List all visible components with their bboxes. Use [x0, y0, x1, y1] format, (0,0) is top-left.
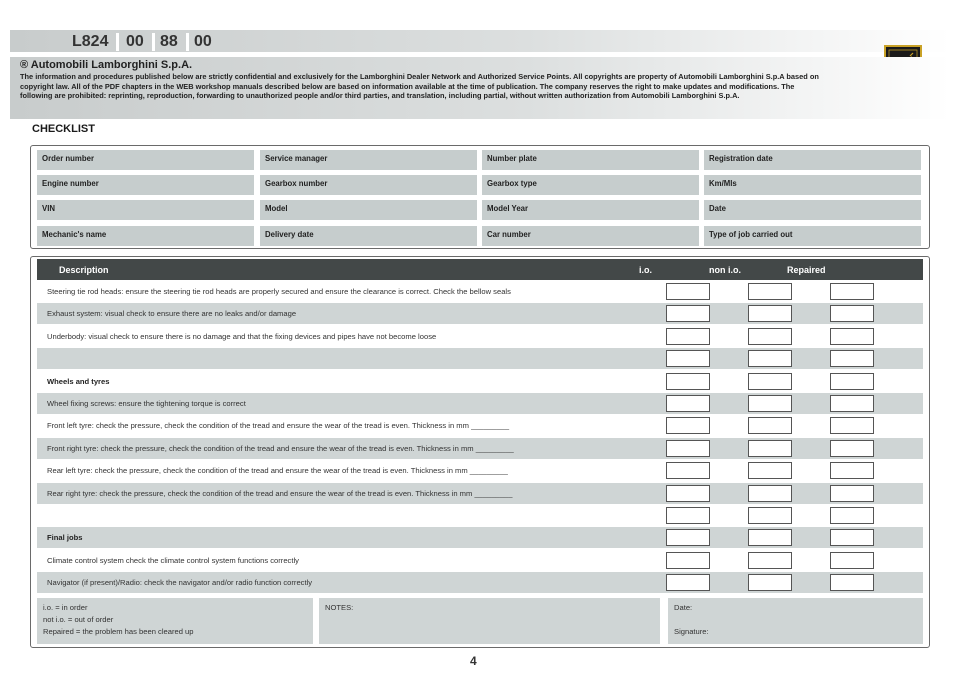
checklist-item-text: Navigator (if present)/Radio: check the navigator and/or radio function correctly	[47, 578, 313, 588]
table-row	[37, 438, 923, 459]
info-field[interactable]: Model	[260, 200, 477, 220]
checklist-item-text: Rear right tyre: check the pressure, check the condition of the tread and ensure the wear of the tread is even. Thickness in mm _________	[47, 488, 513, 498]
repaired-checkbox[interactable]	[830, 440, 874, 457]
repaired-checkbox[interactable]	[830, 305, 874, 322]
table-row	[37, 415, 923, 436]
header-io: i.o.	[639, 265, 652, 275]
io-checkbox[interactable]	[666, 305, 710, 322]
table-row	[37, 505, 923, 526]
table-row	[37, 303, 923, 324]
table-row	[37, 281, 923, 302]
info-field[interactable]: Delivery date	[260, 226, 477, 246]
io-checkbox[interactable]	[666, 350, 710, 367]
code-separator	[152, 33, 155, 51]
info-field[interactable]: Mechanic's name	[37, 226, 254, 246]
non-io-checkbox[interactable]	[748, 373, 792, 390]
repaired-checkbox[interactable]	[830, 283, 874, 300]
checklist-item-text: Rear left tyre: check the pressure, check the condition of the tread and ensure the wear of the tread is even. Thickness in mm _________	[47, 466, 508, 476]
info-field[interactable]: Type of job carried out	[704, 226, 921, 246]
checklist-item-text: Steering tie rod heads: ensure the steering tie rod heads are properly secured and ensure the clearance is correct. Check the bellow seals	[47, 287, 511, 296]
notice-text: The information and procedures published below are strictly confidential and exclusively for the Lamborghini Dealer Network and Authorized Service Points. All copyrights are property of Automobili Lamborghini S.p.A based on copyright law. All of the PDF chapters in the WEB workshop manuals described below are based on information available at the time of publication. The company reserves the right to make updates and modifications. The following are prohibited: reprinting, reproduction, forwarding to unauthorized people and/or third parties, and translation, including partial, without written authorization from Automobili Lamborghini S.p.A.	[20, 72, 819, 101]
repaired-checkbox[interactable]	[830, 574, 874, 591]
header-description: Description	[59, 265, 109, 275]
repaired-checkbox[interactable]	[830, 552, 874, 569]
table-row	[37, 527, 923, 548]
checklist-item-text: Front right tyre: check the pressure, check the condition of the tread and ensure the wear of the tread is even. Thickness in mm _________	[47, 443, 514, 453]
io-checkbox[interactable]	[666, 574, 710, 591]
header-non-io: non i.o.	[709, 265, 741, 275]
table-row	[37, 550, 923, 571]
non-io-checkbox[interactable]	[748, 305, 792, 322]
table-row	[37, 326, 923, 347]
non-io-checkbox[interactable]	[748, 529, 792, 546]
info-field[interactable]: Registration date	[704, 150, 921, 170]
code-separator	[116, 33, 119, 51]
checklist-item-text: Exhaust system: visual check to ensure there are no leaks and/or damage	[47, 309, 297, 319]
io-checkbox[interactable]	[666, 507, 710, 524]
io-checkbox[interactable]	[666, 552, 710, 569]
info-field[interactable]: Model Year	[482, 200, 699, 220]
repaired-checkbox[interactable]	[830, 373, 874, 390]
legend-cell	[37, 598, 313, 644]
repaired-checkbox[interactable]	[830, 462, 874, 479]
legend-io: i.o. = in order	[43, 603, 88, 612]
info-field[interactable]: Order number	[37, 150, 254, 170]
table-row	[37, 460, 923, 481]
io-checkbox[interactable]	[666, 462, 710, 479]
non-io-checkbox[interactable]	[748, 283, 792, 300]
io-checkbox[interactable]	[666, 485, 710, 502]
info-field[interactable]: Car number	[482, 226, 699, 246]
non-io-checkbox[interactable]	[748, 485, 792, 502]
io-checkbox[interactable]	[666, 328, 710, 345]
signature-label: Signature:	[674, 627, 709, 636]
repaired-checkbox[interactable]	[830, 417, 874, 434]
info-field[interactable]: Number plate	[482, 150, 699, 170]
repaired-checkbox[interactable]	[830, 485, 874, 502]
doc-code-part-1: L824	[72, 33, 109, 50]
table-row	[37, 393, 923, 414]
table-row	[37, 572, 923, 593]
repaired-checkbox[interactable]	[830, 350, 874, 367]
non-io-checkbox[interactable]	[748, 328, 792, 345]
non-io-checkbox[interactable]	[748, 574, 792, 591]
header-repaired: Repaired	[787, 265, 826, 275]
table-row	[37, 348, 923, 369]
section-heading: Final jobs	[47, 533, 83, 543]
info-field[interactable]: Service manager	[260, 150, 477, 170]
checklist-item-text: Front left tyre: check the pressure, check the condition of the tread and ensure the wear of the tread is even. Thickness in mm _________	[47, 421, 510, 431]
table-row	[37, 371, 923, 392]
notes-cell[interactable]	[319, 598, 660, 644]
checklist-table-header	[37, 259, 923, 280]
info-field[interactable]: Gearbox number	[260, 175, 477, 195]
checklist-item-text: Underbody: visual check to ensure there is no damage and that the fixing devices and pipes have not become loose	[47, 331, 437, 341]
repaired-checkbox[interactable]	[830, 507, 874, 524]
legend-not-io: not i.o. = out of order	[43, 615, 114, 624]
info-field[interactable]: VIN	[37, 200, 254, 220]
repaired-checkbox[interactable]	[830, 328, 874, 345]
legend-repaired: Repaired = the problem has been cleared up	[43, 627, 194, 636]
info-field[interactable]: Gearbox type	[482, 175, 699, 195]
section-heading: Wheels and tyres	[47, 376, 110, 386]
doc-code-part-2: 00	[126, 33, 144, 50]
checklist-item-text: Wheel fixing screws: ensure the tightening torque is correct	[47, 399, 246, 408]
non-io-checkbox[interactable]	[748, 350, 792, 367]
date-signature-cell[interactable]	[668, 598, 923, 644]
doc-code-part-3: 88	[160, 33, 178, 50]
table-row	[37, 483, 923, 504]
info-field[interactable]: Date	[704, 200, 921, 220]
checklist-title: CHECKLIST	[32, 123, 95, 135]
notice-title: ® Automobili Lamborghini S.p.A.	[20, 59, 193, 71]
io-checkbox[interactable]	[666, 395, 710, 412]
io-checkbox[interactable]	[666, 283, 710, 300]
non-io-checkbox[interactable]	[748, 507, 792, 524]
document-code-band	[10, 30, 950, 52]
info-field[interactable]: Km/Mls	[704, 175, 921, 195]
info-field[interactable]: Engine number	[37, 175, 254, 195]
repaired-checkbox[interactable]	[830, 529, 874, 546]
non-io-checkbox[interactable]	[748, 440, 792, 457]
io-checkbox[interactable]	[666, 417, 710, 434]
notes-label: NOTES:	[325, 603, 354, 612]
checklist-item-text: Climate control system check the climate control system functions correctly	[47, 555, 299, 565]
io-checkbox[interactable]	[666, 440, 710, 457]
non-io-checkbox[interactable]	[748, 417, 792, 434]
code-separator	[186, 33, 189, 51]
io-checkbox[interactable]	[666, 373, 710, 390]
non-io-checkbox[interactable]	[748, 395, 792, 412]
non-io-checkbox[interactable]	[748, 462, 792, 479]
page-number: 4	[470, 654, 477, 668]
non-io-checkbox[interactable]	[748, 552, 792, 569]
doc-code-part-4: 00	[194, 33, 212, 50]
date-label: Date:	[674, 603, 693, 612]
repaired-checkbox[interactable]	[830, 395, 874, 412]
io-checkbox[interactable]	[666, 529, 710, 546]
